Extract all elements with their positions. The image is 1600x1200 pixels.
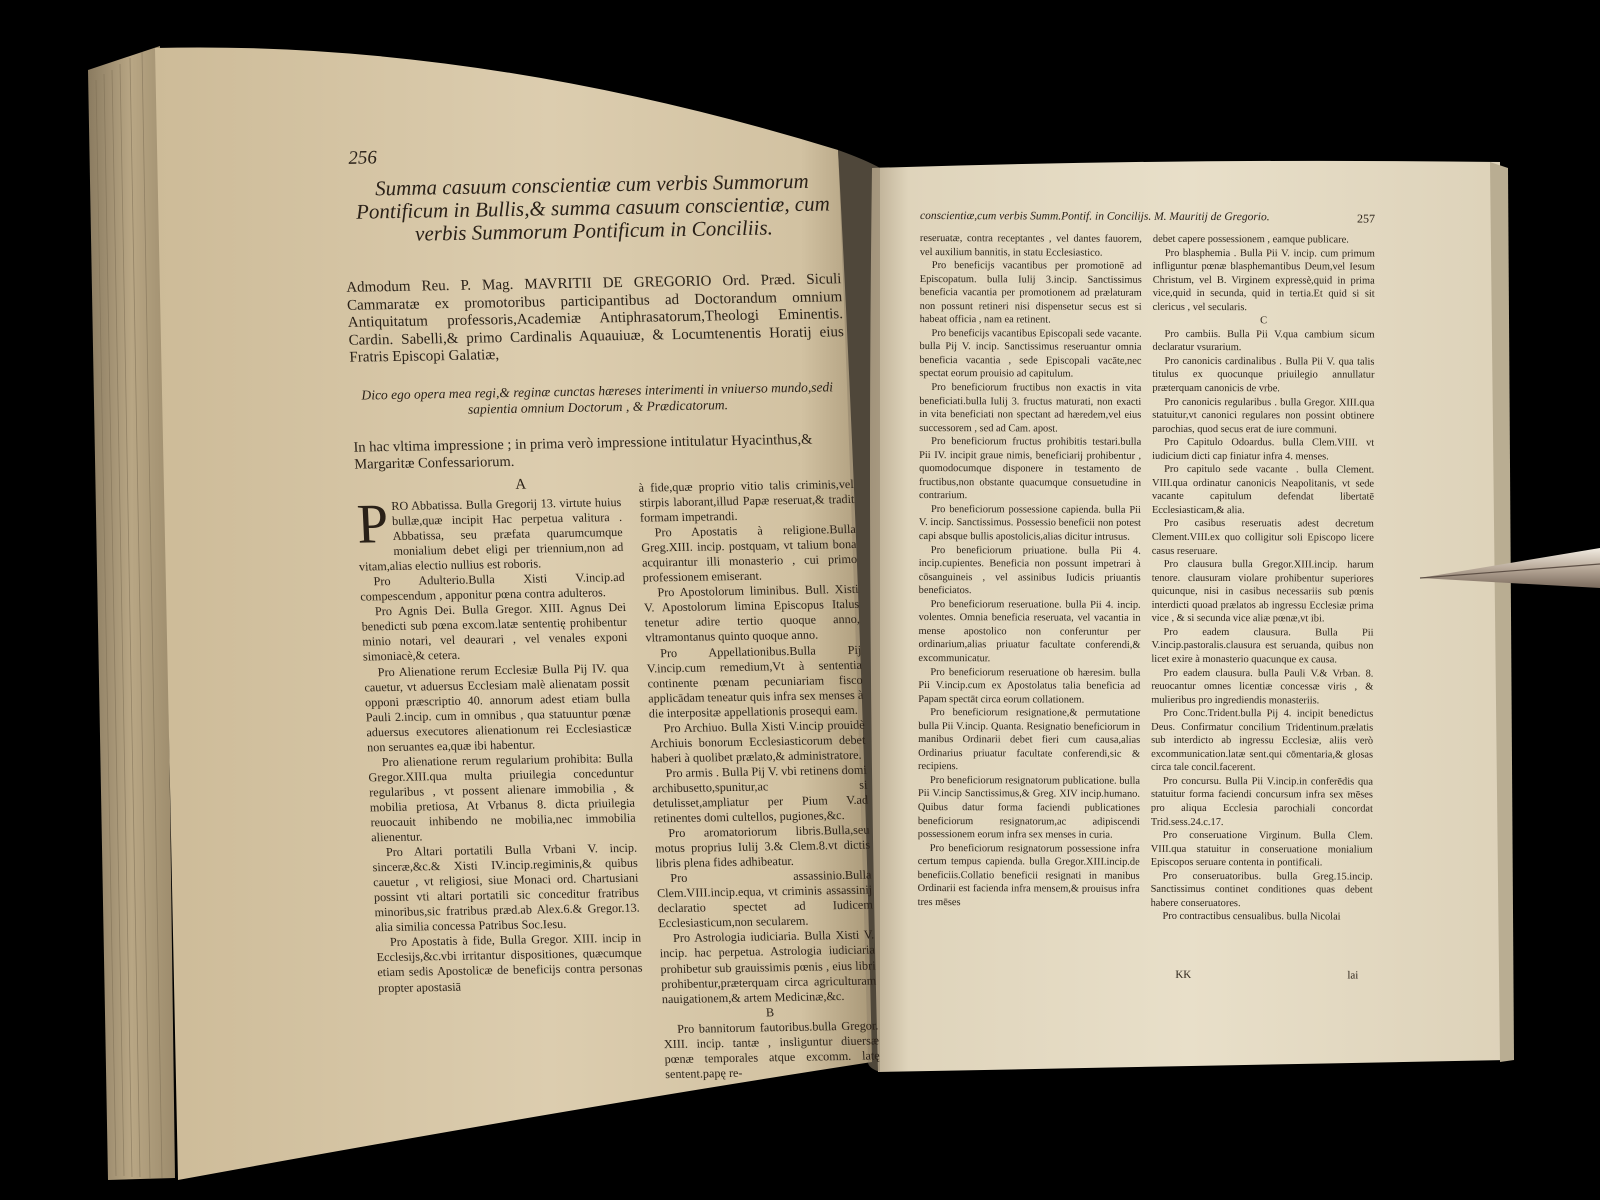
page-number-right: 257 <box>1356 211 1375 226</box>
list-item: Pro casibus reseruatis adest decretum Clement.VIII.ex quo colligitur soli Episcopo licere casus reseruare. <box>1151 518 1374 557</box>
right-column-2 <box>1151 233 1375 925</box>
left-column-2 <box>638 477 880 1082</box>
section-letter-c: C <box>1260 315 1268 327</box>
list-item: Pro beneficiorum fructibus non exactis in vita beneficiati.bulla Iulij 3. fructus maturati, non exacti in vita beneficiati non spectant ad hæredem,vel eius successorem , sed ad Cam. apost. <box>919 382 1142 435</box>
list-item: Pro Apostatis à religione.Bulla Greg.XIII. incip. postquam, vt talium bona acquirantur illi monasterio , cui primo professionem emiserant. <box>641 522 858 585</box>
list-item: Pro Archiuo. Bulla Xisti V.incip prouidè Archiuis bonorum Ecclesiasticorum debet haberi à quolibet prælato,& administratore. <box>649 717 866 766</box>
list-item: Pro contractibus censualibus. bulla Nicolai <box>1162 911 1341 923</box>
section-letter-a: A <box>515 476 527 493</box>
list-item: Pro clausura bulla Gregor.XIII.incip. harum tenore. clausuram violare prohibentur superiores quicunque, nisi in casibus necessariis sub pœnis interdicti quoad prælatos ab ingressu Ecclesiæ prima vice , & si secunda vice aliæ pœnæ,vt ibi. <box>1151 558 1374 625</box>
list-item: Pro canonicis cardinalibus . Bulla Pii V. qua talis titulus ex quocunque priuilegio annullatur præterquam canonicis de vrbe. <box>1152 355 1375 395</box>
motto: Dico ego opera mea regi,& reginæ cunctas hæreses interimenti in vniuerso mundo,sedi sapientia omnium Doctorum , & Prædicatorum. <box>361 379 834 417</box>
right-column-1 <box>918 232 1142 910</box>
list-item: Pro conseruatoribus. bulla Greg.15.incip. Sanctissimus continet conditiones quas debent habere conseruatores. <box>1150 870 1373 909</box>
list-item: Pro beneficiorum resignatione,& permutatione bulla Pii V.incip. Quanta. Resignatio beneficiorum in manibus Ordinarii debet fieri cum causa,alias Ordinarius priuatur facultate conferendi,sic & recipiens. <box>918 707 1141 773</box>
running-head: conscientiæ,cum verbis Summ.Pontif. in Concilijs. M. Mauritij de Gregorio. <box>919 210 1270 224</box>
list-item: Pro Adulterio.Bulla Xisti V.incip.ad compescendum , apponitur pœna contra adulteros. <box>359 570 625 604</box>
list-item: Pro Capitulo Odoardus. bulla Clem.VIII. vt iudicium dicti cap finiatur infra 4. menses. <box>1152 437 1375 463</box>
page-number-left: 256 <box>347 147 378 169</box>
edition-note: In hac vltima impressione ; in prima verò impressione intitulatur Hyacinthus,& Margaritæ Confessariorum. <box>353 431 813 473</box>
list-item: Pro Astrologia iudiciaria. Bulla Xisti V. incip. hac perpetua. Astrologia iudiciaria prohibetur sub grauissimis pœnis , eius libri prohibentur,præterquam circa agriculturam nauigationem,& artem Medicinæ,&c. <box>659 927 877 1006</box>
list-item: Pro Apostatis à fide, Bulla Gregor. XIII. incip in Ecclesijs,&c.vbi irritantur dispositiones, quæcumque etiam sedis Apostolicæ de beneficijs contra personas propter apostasiā <box>376 930 643 995</box>
list-item: Pro concursu. Bulla Pii V.incip.in conferēdis qua statuitur forma faciendi concursum infra sex mēses pro aliqua Ecclesia parochiali concordat Trid.sess.24.c.17. <box>1150 775 1374 828</box>
list-item: Pro armis . Bulla Pij V. vbi retinens domi archibusetto,spunitur,ac si detulisset,ampliatur per Pium V.ad retinentes domi cultellos, pugiones,&c. <box>651 762 869 826</box>
list-item: Pro beneficiorum resignatorum publicatione. bulla Pii V.incip Sanctissimus,& Greg. XIV incip.humano. Quibus datur forma faciendi publicationes beneficiorum resignatorum,ac adipiscendi possessionem eorum infra sex menses in curia. <box>917 774 1141 841</box>
right-page-text <box>917 210 1375 992</box>
list-item: Pro beneficijs vacantibus Episcopali sede vacante. bulla Pij V. incip. Sanctissimus reseruantur omnia beneficia vacantia , sede Episcopali vacāte,nec spectat eorum prouisio ad capitulum. <box>919 327 1142 381</box>
list-item: Pro beneficiorum resignatorum possessione infra certum tempus capienda. bulla Gregor.XIII.incip.de beneficiis.Collatio beneficii resignati in manibus Ordinarii est facienda infra mensem,& prouisus infra tres mēses <box>917 842 1140 908</box>
section-letter-b: B <box>765 1004 775 1019</box>
list-item: Pro conseruatione Virginum. Bulla Clem. VIII.qua statuitur in conseruatione monialium Episcopos seruare contenta in pontificali. <box>1150 829 1373 869</box>
list-item: Pro eadem clausura. Bulla Pii V.incip.pastoralis.clausura est seruanda, quibus non licet exire à monasterio quacunque ex causa. <box>1151 626 1374 666</box>
signature-mark: KK <box>1175 968 1192 981</box>
drop-cap: P <box>355 493 390 556</box>
list-item: Pro Apostolorum liminibus. Bull. Xisti V. Apostolorum limina Episcopus Italus tenetur adire tertio quoque anno, vltramontanus quinto quoque anno. <box>643 582 861 646</box>
list-item: Pro assassinio.Bulla Clem.VIII.incip.equa, vt criminis assassinij declaratio spectet ad Iudicem Ecclesiasticum,non secularem. <box>656 867 874 931</box>
list-item: Pro cambiis. Bulla Pii V.qua cambium sicum declaratur vsurarium. <box>1152 328 1375 354</box>
list-item: Pro Appellationibus.Bulla Pij V.incip.cum remedium,Vt à sententia continente pœnam pecuniariam fisco applicādam teneatur quis infra sex menses à die interpositæ appellationis prosequi eam. <box>646 642 864 721</box>
list-item: reseruatæ, contra receptantes , vel dantes fauorem, vel auxilium bannitis, in statu Ecclesiastico. <box>919 232 1142 259</box>
list-item: Pro beneficiorum reseruatione ob hæresim. bulla Pii V.incip.cum ex Apostolatus talia beneficia ad Papam spectāt circa eorum collationem. <box>918 666 1141 706</box>
author-paragraph: Admodum Reu. P. Mag. MAVRITII DE GREGORIO Ord. Præd. Siculi Cammaratæ ex promotoribus participantibus ad Doctorandum omnium Antiquitatum professoris,Academiæ Antiphrasatorum,Theologi Eminentis. Cardin. Sabelli,& primo Cardinalis Aquauiuæ, & Locumtenentis Horatij eius Fratris Episcopi Galatiæ, <box>345 271 845 366</box>
list-item: Pro alienatione rerum regularium prohibita: Bulla Gregor.XIII.qua multa priuilegia conceduntur regularibus , vt possent alienare immobilia , & mobilia pretiosa, At Vrbanus 8. dicta priuilegia reuocauit inhibendo ne mobilia,nec immobilia alienentur. <box>368 750 636 845</box>
list-item: à fide,quæ proprio vitio talis criminis,vel stirpis laborant,illud Papæ reseruat,& tradit formam impetrandi. <box>638 476 855 525</box>
left-column-1 <box>356 495 644 996</box>
list-item: Pro eadem clausura. bulla Pauli V.& Vrban. 8. reuocantur omnes licentiæ concessæ viris , & mulieribus pro ingrediendis monasteriis. <box>1151 667 1374 706</box>
list-item: Pro beneficiorum reseruatione. bulla Pii 4. incip. volentes. Omnia beneficia reseruata, vel vacantia in mense apostolico non conferuntur per ordinarium,alias priuatur facultate conferendi,& excommunicatur. <box>918 598 1141 665</box>
catchword: lai <box>1347 969 1359 982</box>
list-item: Pro Altari portatili Bulla Vrbani V. incip. sinceræ,&c.& Xisti IV.incip.regiminis,& quibus cauetur , vt religiosi, siue Monaci ord. Chartusiani possint vti altari portatili sic conceditur fratribus minoribus,sic fratribus præd.ab Alex.6.& Gregor.13. alia similia concessa Patribus Soc.Iesu. <box>372 840 641 935</box>
list-item: Pro beneficiorum possessione capienda. bulla Pii V. incip. Sanctissimus. Possessio beneficii non potest capi absque bullis apostolicis,alias dicitur intrusus. <box>918 503 1141 543</box>
page-title: Summa casuum conscientiæ cum verbis Summorum Pontificum in Bullis,& summa casuum conscientiæ, cum verbis Summorum Pontificum in Conciliis. <box>355 168 831 246</box>
list-item: RO Abbatissa. Bulla Gregorij 13. virtute huius bullæ,quæ incipit Hac perpetua valitura . Abbatissa, seu præfata quarumcumque monialium debet eligi per triennium,non ad vitam,alias electio nullius est roboris. <box>358 495 624 574</box>
left-page-text <box>340 141 886 1159</box>
list-item: Pro capitulo sede vacante . bulla Clement. VIII.qua ordinatur canonicis Neapolitanis, vt sede vacante capitulum defendat libertatē Ecclesiasticam,& alia. <box>1151 464 1375 517</box>
list-item: debet capere possessionem , eamque publicare. <box>1152 233 1349 246</box>
list-item: Pro beneficijs vacantibus per promotionē ad Episcopatum. bulla Iulij 3.incip. Sanctissimus beneficia vacantia per promotionem ad prælaturam non possunt retineri nisi dispensetur secus est si habeat officia , nam ea retinent. <box>919 260 1142 326</box>
list-item: Pro Alienatione rerum Ecclesiæ Bulla Pij IV. qua cauetur, vt aduersus Ecclesiam malè alienatam possit opponi præscriptio 40. annorum adest etiam bulla Pauli 2.incip. cum in omnibus , qua statuuntur pœnæ aduersus executores alienationum rei Ecclesiasticæ non seruantes ea,quæ ibi habentur. <box>364 660 632 755</box>
list-item: Pro beneficiorum fructus prohibitis testari.bulla Pii IV. incipit graue nimis, beneficiarij prohibentur , quomodocumque disponere in testamento de fructibus,non obstante quacumque consuetudine in contrarium. <box>918 436 1142 502</box>
list-item: Pro canonicis regularibus . bulla Gregor. XIII.qua statuitur,vt canonici regulares non possint obtinere parochias, quod secus erat de iure communi. <box>1152 396 1375 436</box>
list-item: Pro aromatoriorum libris.Bulla,seu motus proprius Iulij 3.& Clem.8.vt dictis libris plena fides adhibeatur. <box>654 822 871 871</box>
list-item: Pro Conc.Trident.bulla Pij 4. incipit benedictus Deus. Confirmatur concilium Tridentinum.prælatis sub interdicto ab ingressu Ecclesiæ, aliis verò excommunication.latæ sent.qui cōmentaria,& glosas circa tale concil.facerent. <box>1151 707 1374 774</box>
list-item: Pro Agnis Dei. Bulla Gregor. XIII. Agnus Dei benedicti sub pœna excom.latæ sententię prohibentur minio notari, vel deaurari , vel venales exponi simoniacè,& cetera. <box>361 600 628 664</box>
list-item: Pro bannitorum fautoribus.bulla Gregor. XIII. incip. tantæ , insliguntur diuersæ pœnæ temporales atque excomm. latę sentent.papę re- <box>663 1018 880 1081</box>
list-item: Pro beneficiorum priuatione. bulla Pii 4. incip.cupientes. Beneficia non possunt impetrari à cōsanguineis , vel assinibus Iudicis priuantis beneficiatos. <box>918 544 1141 597</box>
list-item: Pro blasphemia . Bulla Pii V. incip. cum primum infliguntur pœnæ blasphemantibus Deum,vel Iesum Christum, vel B. Virginem expressè,quid in prima vice,quid in secunda, quid in tertia.Et quid si sit clericus , vel secularis. <box>1152 247 1375 313</box>
